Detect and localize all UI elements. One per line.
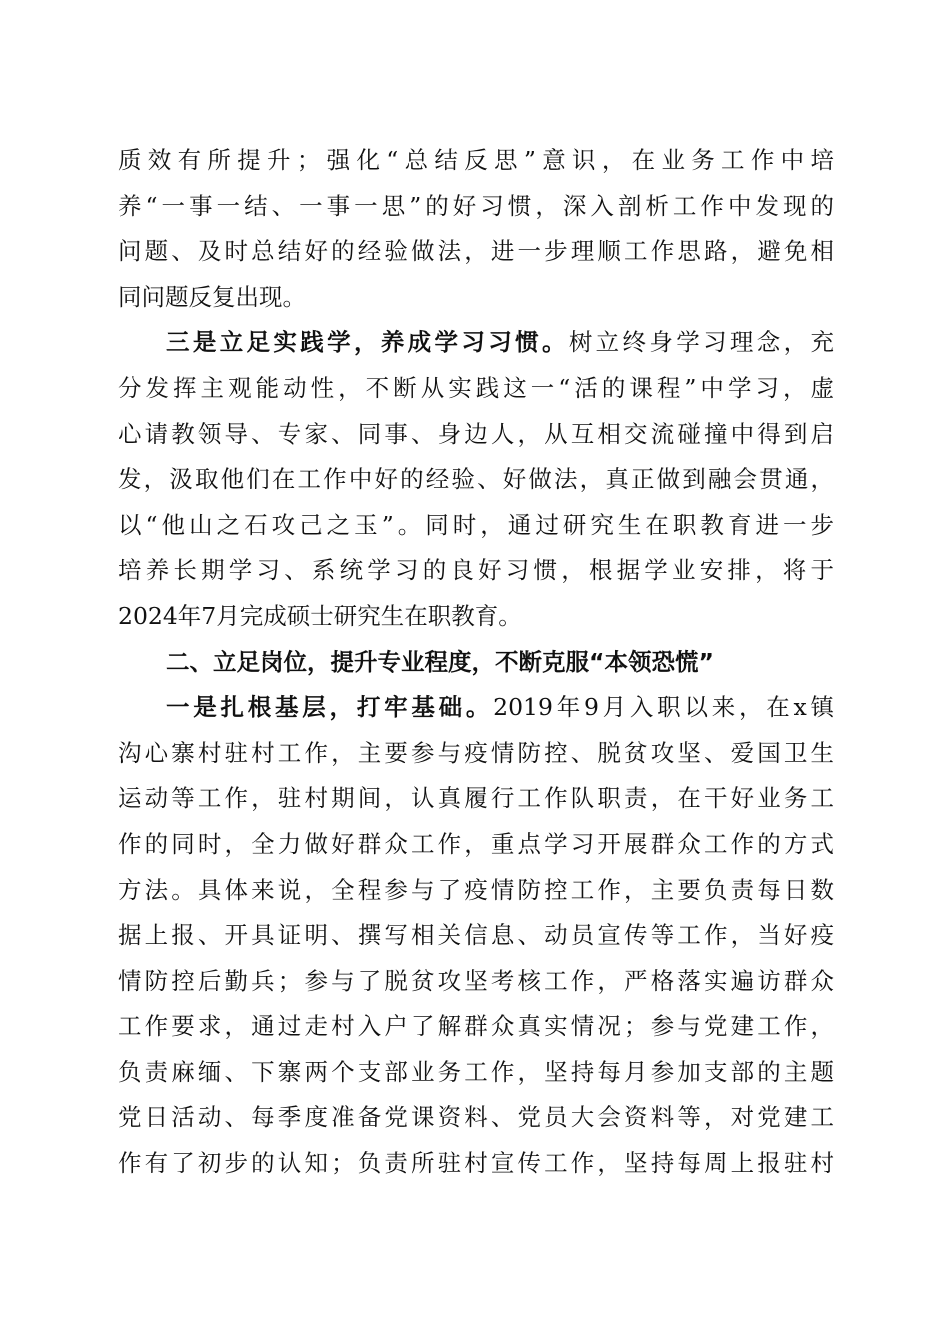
text-line: 2024年7月完成硕士研究生在职教育。: [118, 601, 522, 630]
text-line: 质效有所提升；强化“总结反思”意识，在业务工作中培: [118, 146, 834, 174]
text-line: 据上报、开具证明、撰写相关信息、动员宣传等工作，当好疫: [118, 921, 834, 950]
text-line: 运动等工作，驻村期间，认真履行工作队职责，在干好业务工: [118, 784, 834, 813]
text-line: 以“他山之石攻己之玉”。同时，通过研究生在职教育进一步: [118, 510, 834, 539]
text-line: 负责麻缅、下寨两个支部业务工作，坚持每月参加支部的主题: [118, 1057, 834, 1086]
text-line: 作有了初步的认知；负责所驻村宣传工作，坚持每周上报驻村: [118, 1149, 834, 1178]
document-page: [118, 138, 834, 1187]
text-line: 作的同时，全力做好群众工作，重点学习开展群众工作的方式: [118, 829, 834, 858]
text-line: 心请教领导、专家、同事、身边人，从互相交流碰撞中得到启: [118, 419, 834, 448]
text-line: 沟心寨村驻村工作，主要参与疫情防控、脱贫攻坚、爱国卫生: [118, 738, 834, 767]
text-line: 工作要求，通过走村入户了解群众真实情况；参与党建工作，: [118, 1012, 834, 1041]
paragraph-line-with-lead: [118, 685, 834, 731]
text-line: 同问题反复出现。: [118, 282, 306, 311]
text-line: 分发挥主观能动性，不断从实践这一“活的课程”中学习，虚: [118, 373, 834, 402]
paragraph-text: 2019年9月入职以来，在x镇: [493, 693, 834, 722]
text-line: 方法。具体来说，全程参与了疫情防控工作，主要负责每日数: [118, 875, 834, 904]
text-line: 培养长期学习、系统学习的良好习惯，根据学业安排，将于: [118, 556, 834, 585]
text-line: 情防控后勤兵；参与了脱贫攻坚考核工作，严格落实遍访群众: [118, 966, 834, 995]
text-line: 问题、及时总结好的经验做法，进一步理顺工作思路，避免相: [118, 237, 834, 266]
paragraph-lead: 三是立足实践学，养成学习习惯。: [166, 328, 569, 357]
text-line: 养“一事一结、一事一思”的好习惯，深入剖析工作中发现的: [118, 191, 834, 220]
section-heading: 二、立足岗位，提升专业程度，不断克服“本领恐慌”: [166, 647, 714, 676]
text-line: 党日活动、每季度准备党课资料、党员大会资料等，对党建工: [118, 1103, 834, 1132]
paragraph-lead: 一是扎根基层，打牢基础。: [166, 693, 494, 722]
paragraph-text: 树立终身学习理念，充: [568, 328, 834, 357]
text-line: 发，汲取他们在工作中好的经验、好做法，真正做到融会贯通，: [118, 465, 834, 494]
paragraph-line-with-lead: [118, 320, 834, 366]
